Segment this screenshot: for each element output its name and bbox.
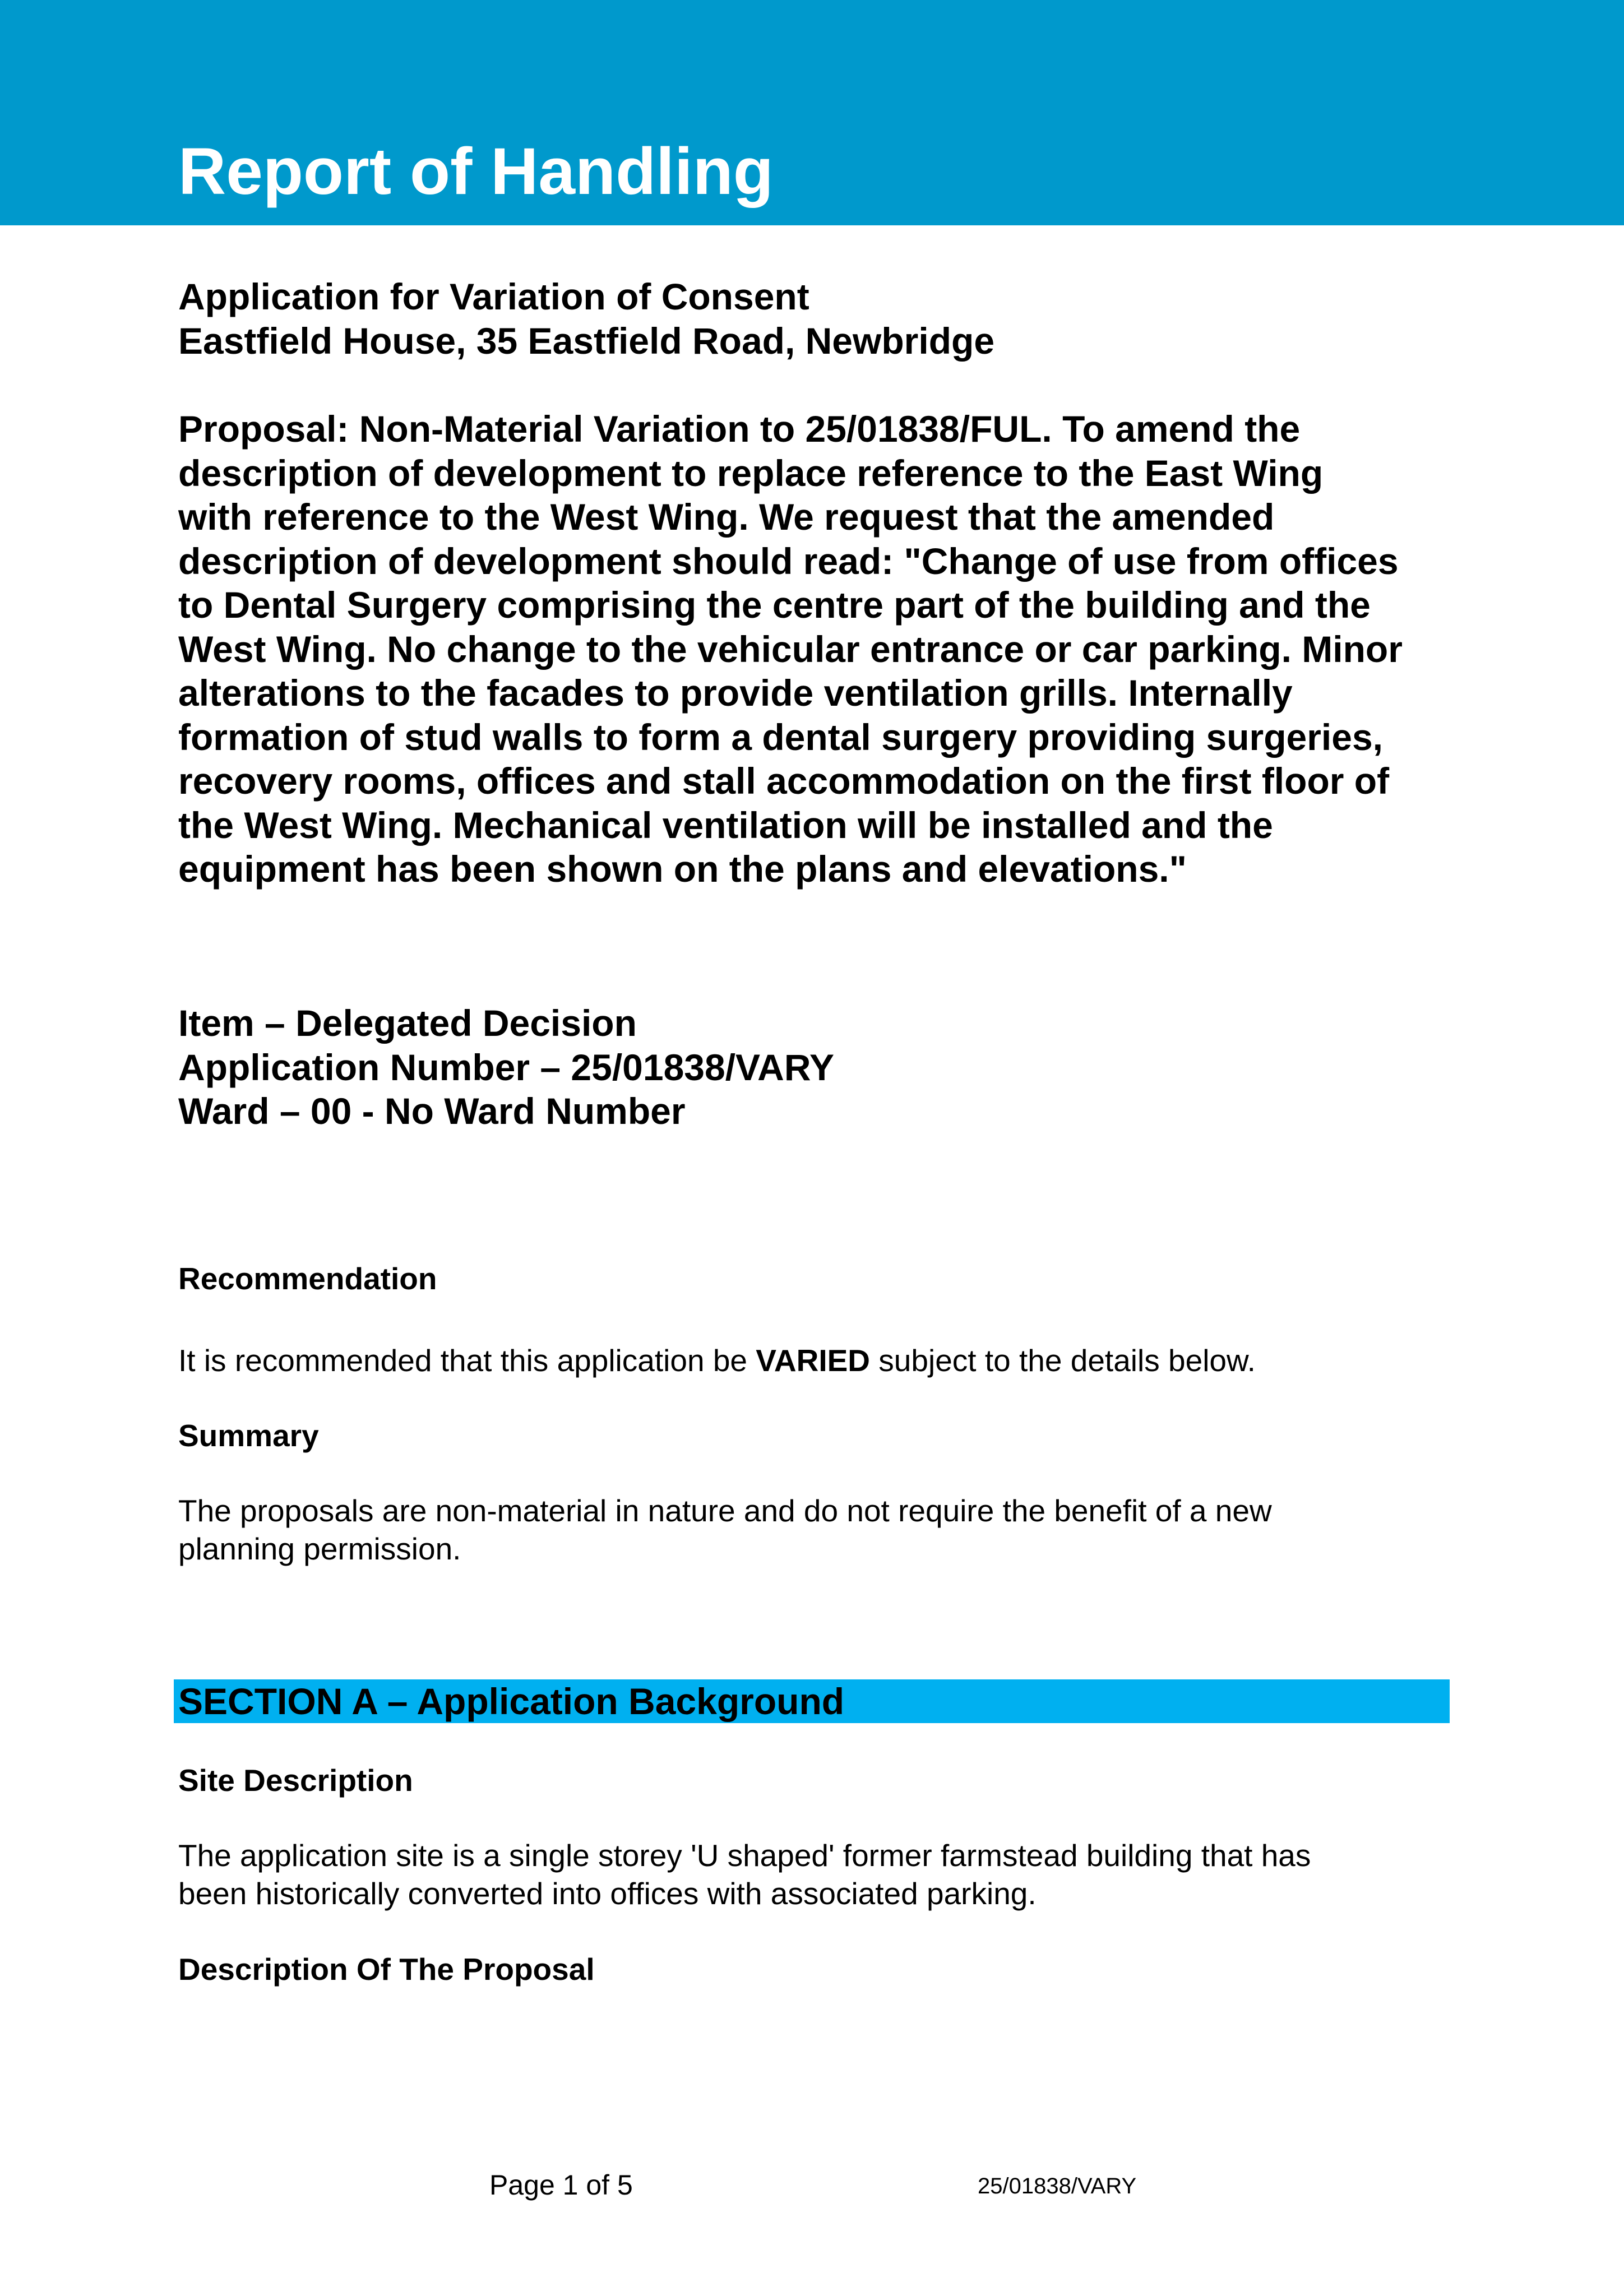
section-a-title: SECTION A – Application Background [178,1681,845,1722]
summary-line: planning permission. [178,1531,461,1566]
site-description-line: been historically converted into offices with associated parking. [178,1876,1037,1911]
item-details [178,1001,1468,1133]
footer-reference: 25/01838/VARY [978,2174,1137,2198]
proposal-text [178,407,1468,891]
application-heading [178,275,1468,363]
recommendation-decision: VARIED [756,1343,871,1378]
proposal-line: description of development should read: "Change of use from offices [178,540,1399,582]
application-number-line: Application Number – 25/01838/VARY [178,1046,835,1088]
proposal-line: West Wing. No change to the vehicular entrance or car parking. Minor [178,628,1403,670]
proposal-line: with reference to the West Wing. We request that the amended [178,496,1275,538]
application-type: Application for Variation of Consent [178,276,809,317]
summary-text [178,1492,1484,1568]
proposal-line: to Dental Surgery comprising the centre part of the building and the [178,584,1371,626]
proposal-line: Proposal: Non-Material Variation to 25/01838/FUL. To amend the [178,408,1301,450]
ward-line: Ward – 00 - No Ward Number [178,1090,686,1132]
item-line: Item – Delegated Decision [178,1002,637,1044]
summary-heading: Summary [178,1418,319,1453]
proposal-line: description of development to replace reference to the East Wing [178,452,1324,494]
application-address: Eastfield House, 35 Eastfield Road, Newbridge [178,320,995,362]
proposal-line: formation of stud walls to form a dental surgery providing surgeries, [178,716,1383,758]
recommendation-heading: Recommendation [178,1261,437,1296]
page-number: Page 1 of 5 [489,2169,633,2201]
report-title: Report of Handling [178,135,774,209]
site-description-text [178,1836,1484,1913]
proposal-line: equipment has been shown on the plans and elevations." [178,848,1187,890]
recommendation-text [178,1341,1484,1380]
proposal-line: recovery rooms, offices and stall accommodation on the first floor of [178,760,1390,802]
proposal-description-heading: Description Of The Proposal [178,1952,595,1987]
recommendation-text-before: It is recommended that this application be [178,1343,756,1378]
proposal-line: alterations to the facades to provide ventilation grills. Internally [178,672,1293,714]
site-description-heading: Site Description [178,1763,413,1798]
summary-line: The proposals are non-material in nature and do not require the benefit of a new [178,1493,1272,1528]
recommendation-text-after: subject to the details below. [870,1343,1256,1378]
proposal-line: the West Wing. Mechanical ventilation will be installed and the [178,804,1273,846]
site-description-line: The application site is a single storey 'U shaped' former farmstead building that has [178,1838,1311,1873]
